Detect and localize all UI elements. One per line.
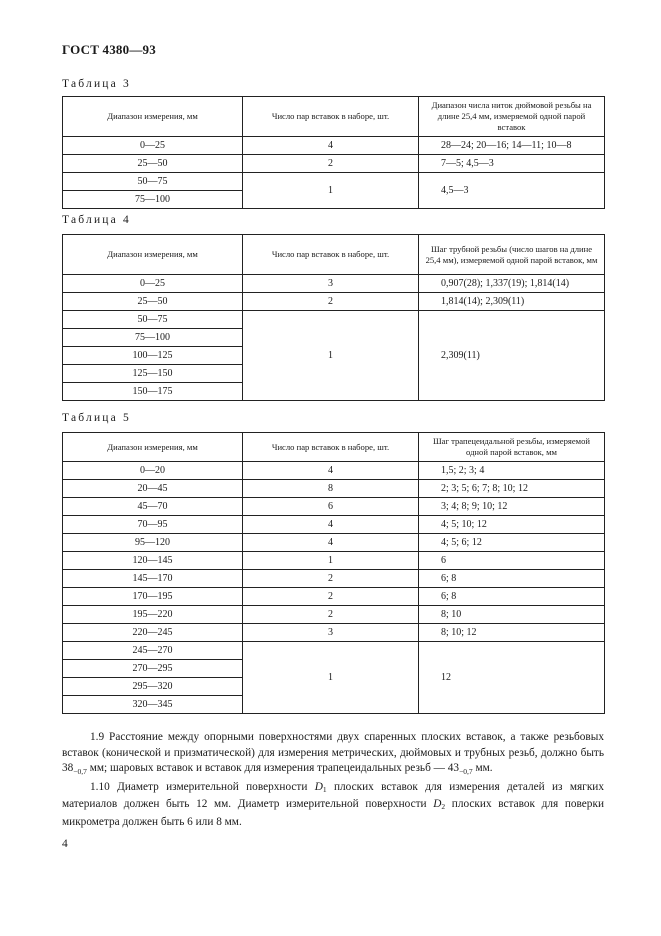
range-cell: 245—270 [63,642,243,660]
value-cell: 6; 8 [419,570,605,588]
table-row [63,137,605,155]
table-row [63,516,605,534]
table-row [63,498,605,516]
count-cell: 1 [243,311,419,401]
range-cell: 50—75 [63,173,243,191]
tolerance-subscript: −0,7 [73,767,87,776]
count-cell: 2 [243,293,419,311]
range-cell: 145—170 [63,570,243,588]
count-cell: 2 [243,606,419,624]
table-4-caption: Таблица 4 [62,214,131,226]
header-count: Число пар вставок в наборе, шт. [243,97,419,137]
paragraph-1-10: 1.10 Диаметр измерительной поверхности $D_1$ плоских вставок для измерения деталей из мягких материалов должен быть 12 мм. Диаметр измерительной поверхности $D_2$ плоских вставок для поверки микрометра должен быть 6 или 8 мм. [62,780,604,828]
count-cell: 8 [243,480,419,498]
table-3-caption: Таблица 3 [62,78,131,90]
table-5-caption: Таблица 5 [62,412,131,424]
header-value: Шаг трапецеидальной резьбы, измеряемой одной парой вставок, мм [419,433,605,462]
count-cell: 2 [243,570,419,588]
value-cell: 8; 10 [419,606,605,624]
range-cell: 270—295 [63,660,243,678]
table-row [63,293,605,311]
range-cell: 70—95 [63,516,243,534]
table-row [63,624,605,642]
range-cell: 25—50 [63,155,243,173]
count-cell: 1 [243,552,419,570]
count-cell: 6 [243,498,419,516]
count-cell: 1 [243,642,419,714]
table-header-row [63,433,605,462]
range-cell: 0—25 [63,275,243,293]
body-text [62,730,604,830]
range-cell: 195—220 [63,606,243,624]
header-range: Диапазон измерения, мм [63,235,243,275]
range-cell: 170—195 [63,588,243,606]
table-row [63,311,605,329]
value-cell: 1,814(14); 2,309(11) [419,293,605,311]
table-row [63,275,605,293]
range-cell: 125—150 [63,365,243,383]
table-row [63,462,605,480]
table-5 [62,432,605,714]
value-cell: 6 [419,552,605,570]
standard-header: ГОСТ 4380—93 [62,42,156,57]
range-cell: 0—25 [63,137,243,155]
count-cell: 1 [243,173,419,209]
range-cell: 50—75 [63,311,243,329]
range-cell: 45—70 [63,498,243,516]
table-row [63,534,605,552]
table-header-row [63,97,605,137]
range-cell: 320—345 [63,696,243,714]
header-value: Шаг трубной резьбы (число шагов на длине 25,4 мм), измеряемой одной парой вставок, мм [419,235,605,275]
value-cell: 8; 10; 12 [419,624,605,642]
value-cell: 3; 4; 8; 9; 10; 12 [419,498,605,516]
range-cell: 120—145 [63,552,243,570]
value-cell: 2; 3; 5; 6; 7; 8; 10; 12 [419,480,605,498]
value-cell: 28—24; 20—16; 14—11; 10—8 [419,137,605,155]
value-cell: 2,309(11) [419,311,605,401]
count-cell: 3 [243,275,419,293]
count-cell: 2 [243,588,419,606]
range-cell: 20—45 [63,480,243,498]
value-cell: 1,5; 2; 3; 4 [419,462,605,480]
header-count: Число пар вставок в наборе, шт. [243,433,419,462]
range-cell: 100—125 [63,347,243,365]
table-header-row [63,235,605,275]
count-cell: 4 [243,516,419,534]
range-cell: 295—320 [63,678,243,696]
table-row [63,588,605,606]
range-cell: 0—20 [63,462,243,480]
range-cell: 95—120 [63,534,243,552]
count-cell: 4 [243,462,419,480]
count-cell: 3 [243,624,419,642]
range-cell: 220—245 [63,624,243,642]
paragraph-1-9: 1.9 Расстояние между опорными поверхностями двух спаренных плоских вставок, а также резьбовых вставок (конической и призматической) для измерения метрических, дюймовых и трубных резьб, должно быть $38_{-0,7}$ мм; шаровых вставок и вставок для измерения трапецеидальных резьб — $43_{-0,7}$ мм. [62,731,604,776]
value-cell: 7—5; 4,5—3 [419,155,605,173]
header-range: Диапазон измерения, мм [63,433,243,462]
table-3 [62,96,605,209]
table-row [63,480,605,498]
range-cell: 75—100 [63,191,243,209]
value-cell: 4,5—3 [419,173,605,209]
table-row [63,642,605,660]
value-cell: 12 [419,642,605,714]
range-cell: 75—100 [63,329,243,347]
tolerance-subscript: −0,7 [459,767,473,776]
table-row [63,570,605,588]
table-4 [62,234,605,401]
value-cell: 4; 5; 10; 12 [419,516,605,534]
table-row [63,552,605,570]
value-cell: 6; 8 [419,588,605,606]
value-cell: 0,907(28); 1,337(19); 1,814(14) [419,275,605,293]
value-cell: 4; 5; 6; 12 [419,534,605,552]
table-row [63,173,605,191]
table-row [63,606,605,624]
count-cell: 4 [243,534,419,552]
range-cell: 150—175 [63,383,243,401]
page-number: 4 [62,838,68,850]
count-cell: 4 [243,137,419,155]
header-range: Диапазон измерения, мм [63,97,243,137]
header-count: Число пар вставок в наборе, шт. [243,235,419,275]
count-cell: 2 [243,155,419,173]
header-value: Диапазон числа ниток дюймовой резьбы на длине 25,4 мм, измеряемой одной парой вставок [419,97,605,137]
range-cell: 25—50 [63,293,243,311]
table-row [63,155,605,173]
